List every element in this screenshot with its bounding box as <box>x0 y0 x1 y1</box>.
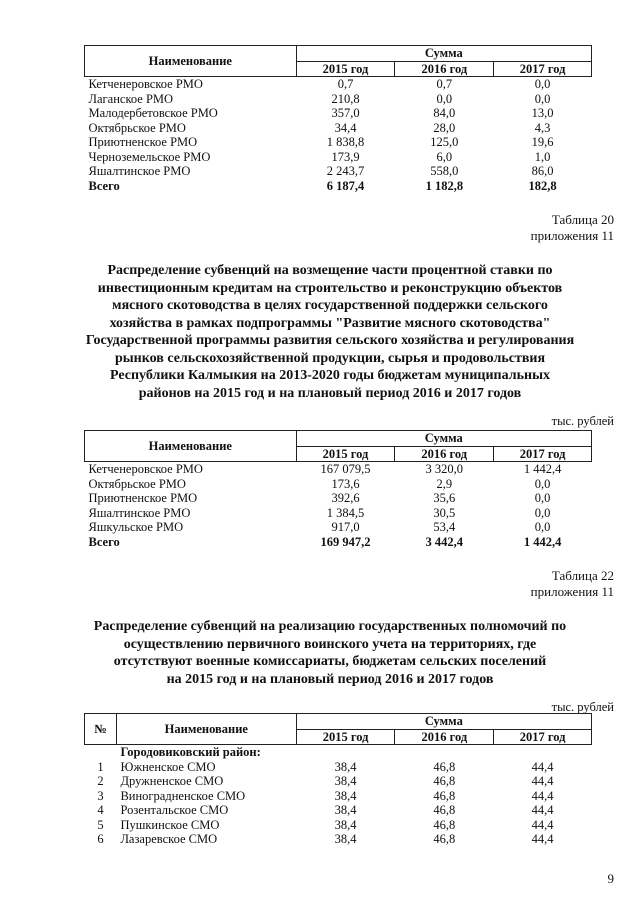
row-name: Октябрьское РМО <box>88 120 186 135</box>
header-year: 2015 год <box>296 446 395 462</box>
title-line: Государственной программы развития сельского хозяйства и регулирования <box>85 333 575 348</box>
cell-value: 38,4 <box>334 788 357 803</box>
row-name: Октябрьское РМО <box>88 476 186 491</box>
cell-value: 19,6 <box>531 135 554 149</box>
table-number: Таблица 20 <box>551 212 614 227</box>
cell-value: 44,4 <box>531 832 554 846</box>
header-year: 2016 год <box>395 446 494 462</box>
row-name: Черноземельское РМО <box>88 149 211 164</box>
cell-value: 357,0 <box>331 106 360 120</box>
row-name: Южненское СМО <box>120 759 216 774</box>
total-value: 1 182,8 <box>425 178 464 193</box>
cell-value: 0,0 <box>534 520 551 534</box>
cell-value: 0,0 <box>534 77 551 91</box>
table-1 <box>84 45 592 193</box>
row-name: Лазаревское СМО <box>120 832 218 846</box>
total-value: 3 442,4 <box>425 534 464 549</box>
row-name: Кетченеровское РМО <box>88 77 203 91</box>
cell-value: 44,4 <box>531 803 554 817</box>
cell-value: 0,7 <box>337 77 354 91</box>
table-row <box>85 92 592 107</box>
table-row <box>85 774 592 789</box>
header-sum: Сумма <box>296 46 591 62</box>
cell-value: 0,0 <box>534 491 551 505</box>
title-line: рынков сельскохозяйственной продукции, сырья и продовольствия <box>114 350 546 366</box>
cell-value: 125,0 <box>430 135 459 149</box>
cell-value: 44,4 <box>531 788 554 803</box>
table-row <box>85 477 592 492</box>
table-row <box>85 150 592 165</box>
table-caption-22 <box>531 568 614 600</box>
row-number: 3 <box>97 788 104 803</box>
cell-value: 173,9 <box>331 149 360 164</box>
cell-value: 13,0 <box>531 106 554 120</box>
title-line: мясного скотоводства в целях государственной поддержки сельского <box>112 298 548 313</box>
cell-value: 38,4 <box>334 803 357 817</box>
cell-value: 1 442,4 <box>523 462 562 476</box>
cell-value: 558,0 <box>430 164 459 178</box>
group-row <box>85 745 592 760</box>
cell-value: 38,4 <box>334 774 357 788</box>
title-line: на 2015 год и на плановый период 2016 и 2017 годов <box>166 671 494 687</box>
row-name: Яшалтинское РМО <box>88 505 191 520</box>
table-row <box>85 77 592 92</box>
cell-value: 2 243,7 <box>326 164 365 178</box>
table-22 <box>84 713 592 847</box>
cell-value: 1 384,5 <box>326 505 365 520</box>
cell-value: 917,0 <box>331 520 360 534</box>
total-label: Всего <box>88 178 120 193</box>
page-number: 9 <box>607 871 614 886</box>
row-name: Кетченеровское РМО <box>88 462 203 476</box>
cell-value: 0,0 <box>534 91 551 106</box>
cell-value: 0,7 <box>436 77 453 91</box>
table-row <box>85 121 592 136</box>
title-line: инвестиционным кредитам на строительство и реконструкцию объектов <box>97 280 563 296</box>
row-name: Пушкинское СМО <box>120 817 220 832</box>
cell-value: 38,4 <box>334 759 357 774</box>
cell-value: 44,4 <box>531 759 554 774</box>
header-name: Наименование <box>85 46 297 77</box>
cell-value: 53,4 <box>433 520 456 534</box>
units-label: тыс. рублей <box>551 700 614 714</box>
cell-value: 38,4 <box>334 817 357 832</box>
group-label: Городовиковский район: <box>120 745 261 759</box>
cell-value: 46,8 <box>433 803 456 817</box>
row-number: 6 <box>97 832 104 846</box>
cell-value: 3 320,0 <box>425 462 464 476</box>
cell-value: 44,4 <box>531 817 554 832</box>
total-label: Всего <box>88 534 120 549</box>
cell-value: 6,0 <box>436 149 453 164</box>
total-row <box>85 535 592 550</box>
row-number: 1 <box>97 759 104 774</box>
cell-value: 0,0 <box>534 476 551 491</box>
cell-value: 46,8 <box>433 817 456 832</box>
total-value: 169 947,2 <box>320 534 371 549</box>
cell-value: 35,6 <box>433 491 456 505</box>
cell-value: 84,0 <box>433 106 456 120</box>
title-line: Республики Калмыкия на 2013-2020 годы бюджетам муниципальных <box>109 368 550 383</box>
cell-value: 30,5 <box>433 505 456 520</box>
header-number: № <box>85 714 117 745</box>
cell-value: 46,8 <box>433 832 456 846</box>
table-row <box>85 164 592 179</box>
table-row <box>85 520 592 535</box>
table-caption-20 <box>531 212 614 244</box>
title-line: районов на 2015 год и на плановый период 2016 и 2017 годов <box>138 385 522 401</box>
header-year: 2016 год <box>395 729 494 745</box>
header-name: Наименование <box>85 431 297 462</box>
row-name: Дружненское СМО <box>120 774 224 788</box>
header-year: 2017 год <box>494 729 592 745</box>
table-row <box>85 106 592 121</box>
cell-value: 0,0 <box>436 91 453 106</box>
table-number: Таблица 22 <box>551 568 614 583</box>
table-row <box>85 506 592 521</box>
header-year: 2017 год <box>494 446 592 462</box>
header-sum: Сумма <box>296 714 591 730</box>
cell-value: 1,0 <box>534 149 551 164</box>
cell-value: 173,6 <box>331 476 360 491</box>
row-name: Лаганское РМО <box>88 91 174 106</box>
units-label: тыс. рублей <box>551 414 614 428</box>
row-name: Виноградненское СМО <box>120 788 246 803</box>
row-name: Яшкульское РМО <box>88 520 184 534</box>
cell-value: 38,4 <box>334 832 357 846</box>
table-2 <box>84 430 592 549</box>
table-row <box>85 803 592 818</box>
header-year: 2016 год <box>395 61 494 77</box>
section-title-20 <box>70 262 590 402</box>
cell-value: 1 838,8 <box>326 135 365 149</box>
title-line: Распределение субвенций на возмещение части процентной ставки по <box>107 263 553 278</box>
row-name: Яшалтинское РМО <box>88 164 191 178</box>
table-row <box>85 832 592 847</box>
cell-value: 46,8 <box>433 788 456 803</box>
title-line: осуществлению первичного воинского учета на территориях, где <box>123 636 537 652</box>
cell-value: 210,8 <box>331 91 360 106</box>
header-name: Наименование <box>116 714 296 745</box>
title-line: отсутствуют военные комиссариаты, бюджетам сельских поселений <box>113 654 547 669</box>
row-name: Розентальское СМО <box>120 803 229 817</box>
total-row <box>85 179 592 194</box>
total-value: 6 187,4 <box>326 178 365 193</box>
title-line: хозяйства в рамках подпрограммы "Развитие мясного скотоводства" <box>109 315 551 331</box>
table-row <box>85 818 592 833</box>
table-row <box>85 135 592 150</box>
total-value: 1 442,4 <box>523 534 562 549</box>
header-sum: Сумма <box>296 431 591 447</box>
title-line: Распределение субвенций на реализацию государственных полномочий по <box>93 619 567 634</box>
cell-value: 46,8 <box>433 774 456 788</box>
cell-value: 86,0 <box>531 164 554 178</box>
row-number: 4 <box>97 803 104 817</box>
cell-value: 28,0 <box>433 120 456 135</box>
cell-value: 2,9 <box>436 476 453 491</box>
header-year: 2015 год <box>296 61 395 77</box>
table-row <box>85 491 592 506</box>
row-name: Малодербетовское РМО <box>88 106 218 120</box>
cell-value: 0,0 <box>534 505 551 520</box>
table-row <box>85 760 592 775</box>
row-number: 5 <box>97 817 104 832</box>
header-year: 2015 год <box>296 729 395 745</box>
table-row <box>85 462 592 477</box>
cell-value: 44,4 <box>531 774 554 788</box>
cell-value: 392,6 <box>331 491 360 505</box>
table-row <box>85 789 592 804</box>
cell-value: 167 079,5 <box>320 462 371 476</box>
appendix-ref: приложения 11 <box>530 228 614 243</box>
row-name: Приютненское РМО <box>88 491 198 505</box>
header-year: 2017 год <box>494 61 592 77</box>
cell-value: 4,3 <box>534 120 551 135</box>
cell-value: 46,8 <box>433 759 456 774</box>
total-value: 182,8 <box>528 178 557 193</box>
appendix-ref: приложения 11 <box>530 584 614 599</box>
cell-value: 34,4 <box>334 120 357 135</box>
section-title-22 <box>70 618 590 688</box>
row-name: Приютненское РМО <box>88 135 198 149</box>
row-number: 2 <box>97 774 104 788</box>
